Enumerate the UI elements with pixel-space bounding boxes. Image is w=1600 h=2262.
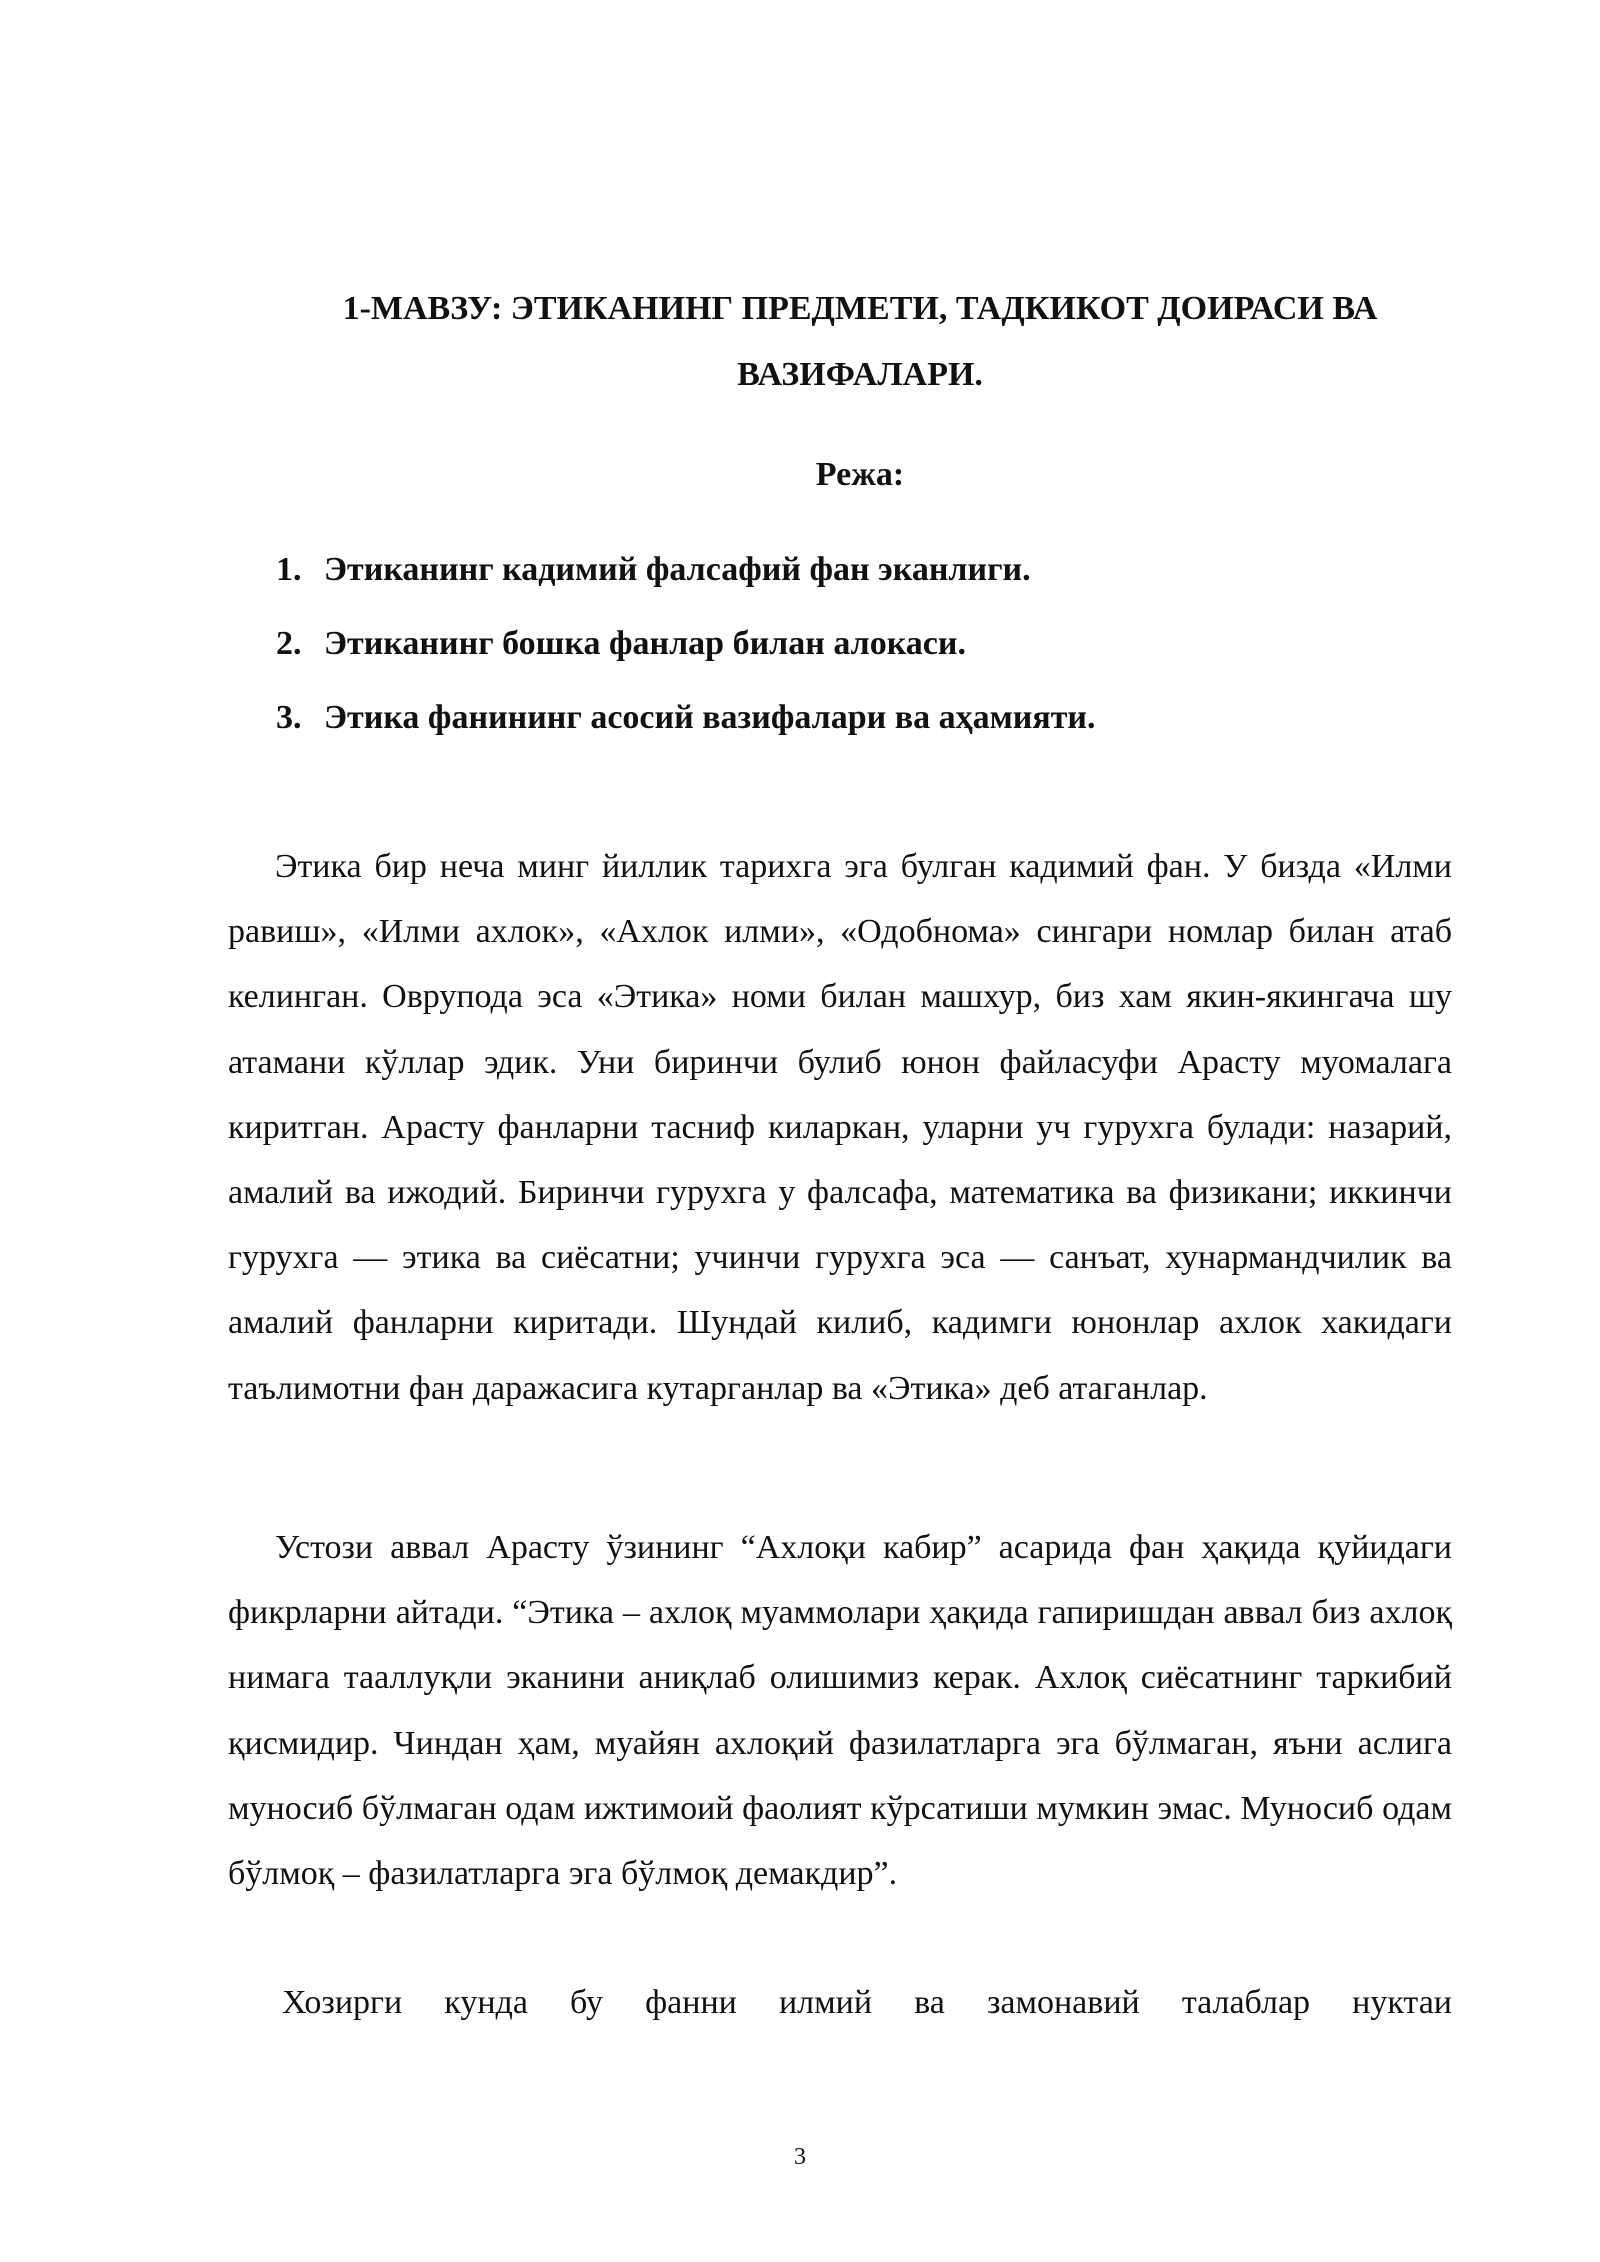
plan-item-number: 3. — [276, 699, 302, 736]
plan-list — [228, 533, 1492, 755]
page-number: 3 — [794, 2144, 806, 2170]
plan-item-number: 2. — [276, 625, 302, 662]
title-line-1: 1-МАВЗУ: ЭТИКАНИНГ ПРЕДМЕТИ, ТАДКИКОТ ДОИРАСИ ВА — [342, 290, 1378, 327]
plan-item-number: 1. — [276, 551, 302, 588]
plan-item — [228, 607, 1492, 681]
body-paragraph-3: Хозирги кунда бу фанни илмий ва замонавий талаблар нуктаи — [282, 1984, 1452, 2021]
plan-item-text: Этика фанининг асосий вазифалари ва аҳамияти. — [324, 699, 1096, 736]
plan-item — [228, 533, 1492, 607]
page-title — [228, 276, 1492, 408]
plan-heading: Режа: — [815, 456, 905, 493]
plan-item-text: Этиканинг бошка фанлар билан алокаси. — [324, 625, 966, 662]
plan-item — [228, 681, 1492, 755]
body-paragraph-2: Устози аввал Арасту ўзининг “Ахлоқи кабир” асарида фан ҳақида қуйидаги фикрларни айтади. “Этика – ахлоқ муаммолари ҳақида гапиришдан аввал биз ахлоқ нимага тааллуқли эканини аниқлаб олишимиз керак. Ахлоқ сиёсатнинг таркибий қисмидир. Чиндан ҳам, муайян ахлоқий фазилатларга эга бўлмаган, яъни аслига муносиб бўлмаган одам ижтимоий фаолият кўрсатиши мумкин эмас. Муносиб одам бўлмоқ – фазилатларга эга бўлмоқ демакдир”. — [228, 1529, 1452, 1893]
body-paragraph-1: Этика бир неча минг йиллик тарихга эга булган кадимий фан. У бизда «Илми равиш», «Илми ахлок», «Ахлок илми», «Одобнома» сингари номлар билан атаб келинган. Оврупода эса «Этика» номи билан машхур, биз хам якин-якингача шу атамани кўллар эдик. Уни биринчи булиб юнон файласуфи Арасту муомалага киритган. Арасту фанларни тасниф киларкан, уларни уч гурухга булади: назарий, амалий ва ижодий. Биринчи гурухга у фалсафа, математика ва физикани; иккинчи гурухга — этика ва сиёсатни; учинчи гурухга эса — санъат, хунармандчилик ва амалий фанларни киритади. Шундай килиб, кадимги юнонлар ахлок хакидаги таълимотни фан даражасига кутарганлар ва «Этика» деб атаганлар. — [228, 848, 1452, 1407]
plan-item-text: Этиканинг кадимий фалсафий фан эканлиги. — [324, 551, 1031, 588]
title-line-2: ВАЗИФАЛАРИ. — [737, 356, 983, 393]
